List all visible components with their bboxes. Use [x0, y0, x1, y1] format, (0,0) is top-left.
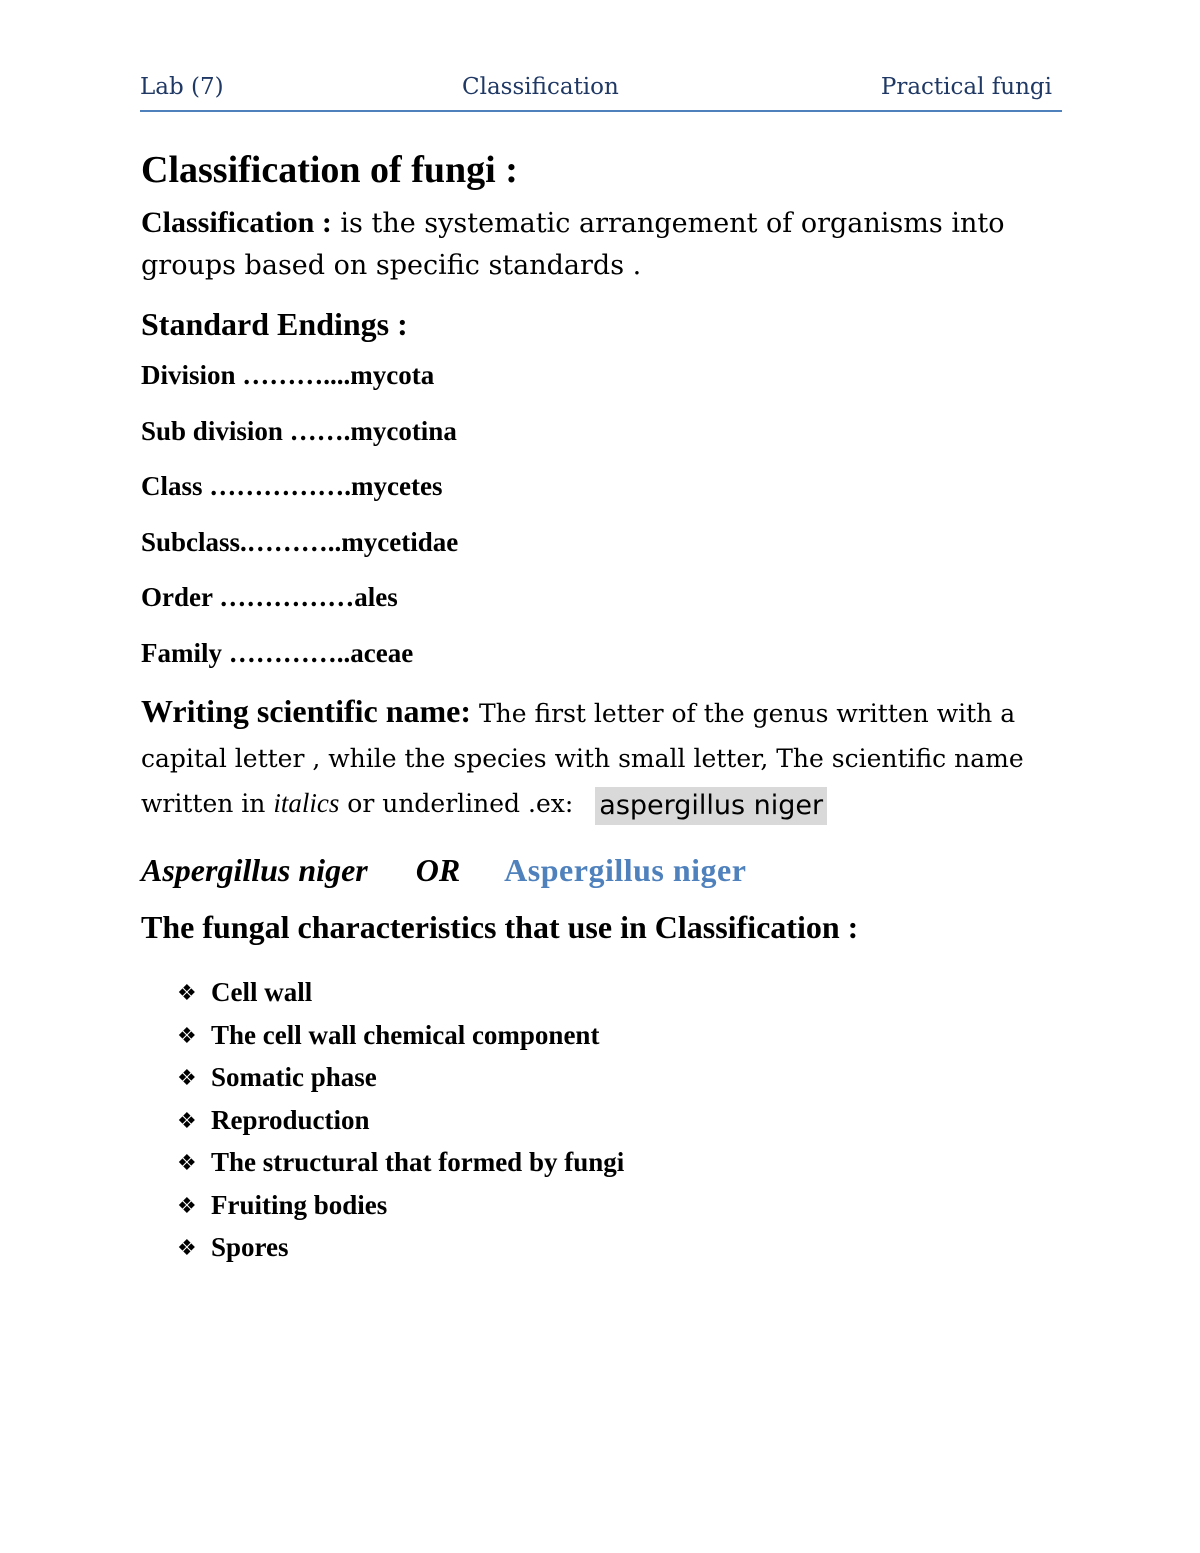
scientific-name-text: The first letter of the genus written with a capital letter , while the species with small letter, The scientific name written in	[141, 699, 1024, 818]
ending-division: Division ………....mycota	[141, 360, 435, 390]
example-name-highlight: aspergillus niger	[595, 787, 827, 825]
list-item-label: Fruiting bodies	[211, 1189, 388, 1220]
header-course: Practical fungi	[880, 74, 1052, 100]
name-examples-row	[141, 848, 1071, 892]
scientific-name-term: Writing scientific name:	[141, 693, 472, 729]
four-diamond-bullet-icon: ❖	[177, 1236, 197, 1261]
ending-family: Family …………..aceae	[141, 637, 414, 668]
list-item-label: Cell wall	[211, 977, 313, 1007]
ending-subclass: Subclass.………..mycetidae	[141, 526, 459, 557]
list-item	[177, 972, 1071, 1015]
four-diamond-bullet-icon: ❖	[177, 1023, 197, 1049]
characteristics-heading: The fungal characteristics that use in Classification :	[141, 909, 859, 945]
italics-word: italics	[273, 788, 340, 818]
scientific-name-paragraph	[141, 689, 1071, 826]
list-item	[177, 1185, 1071, 1228]
list-item-label: The cell wall chemical component	[211, 1019, 600, 1050]
definition-text: is the systematic arrangement of organisms into groups based on specific standards .	[141, 208, 1005, 281]
definition-term: Classification :	[141, 206, 332, 239]
ending-class: Class …………….mycetes	[141, 471, 443, 501]
italic-scientific-name: Aspergillus niger	[141, 852, 368, 888]
list-item	[177, 1015, 1071, 1058]
list-item-label: Somatic phase	[211, 1062, 377, 1092]
or-word: OR	[415, 852, 461, 888]
four-diamond-bullet-icon: ❖	[177, 1066, 197, 1091]
blue-scientific-name: Aspergillus niger	[504, 852, 747, 888]
header-topic: Classification	[462, 74, 619, 100]
page-title: Classification of fungi :	[141, 149, 518, 191]
list-item-label: Spores	[211, 1232, 289, 1262]
characteristics-list	[141, 972, 1071, 1270]
list-item	[177, 1100, 1071, 1143]
ending-sub-division: Sub division …….mycotina	[141, 415, 457, 446]
ending-order: Order ……………ales	[141, 582, 398, 612]
scientific-name-text-end: or underlined .ex:	[339, 789, 574, 818]
standard-endings-heading: Standard Endings :	[141, 306, 408, 342]
list-item	[177, 1142, 1071, 1185]
classification-definition	[141, 202, 1071, 286]
four-diamond-bullet-icon: ❖	[177, 1193, 197, 1219]
four-diamond-bullet-icon: ❖	[177, 1151, 197, 1176]
four-diamond-bullet-icon: ❖	[177, 1108, 197, 1134]
page-header	[140, 70, 1062, 112]
header-lab-number: Lab (7)	[140, 74, 224, 100]
document-body	[141, 146, 1071, 1270]
standard-endings-list	[141, 358, 1071, 670]
list-item-label: The structural that formed by fungi	[211, 1147, 625, 1177]
list-item	[177, 1057, 1071, 1100]
list-item	[177, 1227, 1071, 1270]
list-item-label: Reproduction	[211, 1104, 370, 1135]
four-diamond-bullet-icon: ❖	[177, 981, 197, 1006]
